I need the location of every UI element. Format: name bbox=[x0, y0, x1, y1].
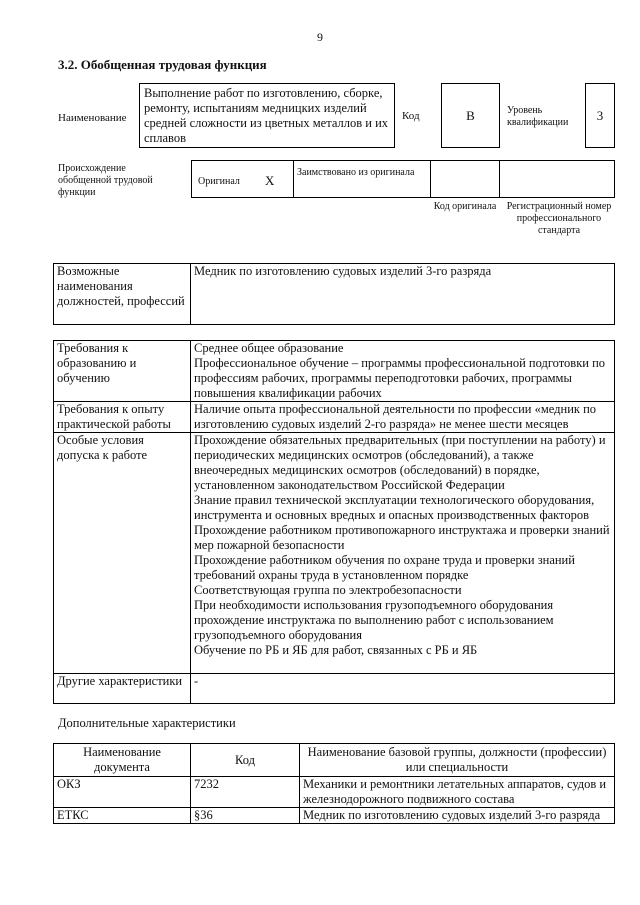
column-header: Наименование базовой группы, должности (профессии) или специальности bbox=[300, 744, 615, 777]
borrowed-label: Заимствовано из оригинала bbox=[297, 167, 415, 178]
section-title: 3.2. Обобщенная трудовая функция bbox=[58, 57, 267, 72]
table-row bbox=[54, 674, 615, 704]
code-cell: 7232 bbox=[191, 777, 300, 808]
table-row bbox=[54, 264, 615, 325]
table-row bbox=[54, 808, 615, 824]
name-value: Выполнение работ по изготовлению, сборке, ремонту, испытаниям медницких изделий средней сложности из цветных металлов и их сплавов bbox=[139, 83, 395, 148]
doc-name-cell: ОКЗ bbox=[54, 777, 191, 808]
req-label: Другие характеристики bbox=[54, 674, 191, 704]
positions-table bbox=[53, 263, 615, 325]
req-value: Среднее общее образование Профессиональное обучение – программы профессиональной подготовки по профессиям рабочих, программы переподготовки рабочих, программы повышения квалификации рабочих bbox=[191, 341, 615, 402]
column-header: Код bbox=[191, 744, 300, 777]
level-value: 3 bbox=[585, 83, 615, 148]
origin-box bbox=[191, 160, 615, 198]
divider bbox=[293, 160, 294, 198]
code-cell: §36 bbox=[191, 808, 300, 824]
page-number: 9 bbox=[317, 30, 323, 44]
positions-value: Медник по изготовлению судовых изделий 3-го разряда bbox=[191, 264, 615, 325]
name-label: Наименование bbox=[58, 112, 127, 124]
column-header: Наименование документа bbox=[54, 744, 191, 777]
divider bbox=[499, 160, 500, 198]
group-name-cell: Медник по изготовлению судовых изделий 3-го разряда bbox=[300, 808, 615, 824]
req-label: Требования к образованию и обучению bbox=[54, 341, 191, 402]
table-header-row bbox=[54, 744, 615, 777]
original-mark: X bbox=[265, 173, 275, 188]
additional-title: Дополнительные характеристики bbox=[58, 716, 236, 730]
req-value: - bbox=[191, 674, 615, 704]
code-label: Код bbox=[402, 110, 420, 122]
requirements-table bbox=[53, 340, 615, 704]
group-name-cell: Механики и ремонтники летательных аппаратов, судов и железнодорожного подвижного состава bbox=[300, 777, 615, 808]
original-label: Оригинал bbox=[198, 176, 240, 187]
table-row bbox=[54, 402, 615, 433]
req-value: Прохождение обязательных предварительных (при поступлении на работу) и периодических медицинских осмотров (обследований), а также внеочередных медицинских осмотров (обследований) в порядке, установленном законодательством Российской Федерации Знание правил технической эксплуатации технологического оборудования, инструмента и основных вредных и опасных производственных факторов Прохождение работником противопожарного инструктажа и проверки знаний мер пожарной безопасности Прохождение работником обучения по охране труда и проверки знаний требований охраны труда в установленном порядке Соответствующая группа по электробезопасности При необходимости использования грузоподъемного оборудования прохождение инструктажа по выполнению работ с использованием грузоподъемного оборудования Обучение по РБ и ЯБ для работ, связанных с РБ и ЯБ bbox=[191, 433, 615, 674]
table-row bbox=[54, 433, 615, 674]
positions-label: Возможные наименования должностей, профессий bbox=[54, 264, 191, 325]
level-label: Уровень квалификации bbox=[507, 105, 569, 128]
origin-label: Происхождение обобщенной трудовой функции bbox=[58, 163, 153, 198]
table-row bbox=[54, 777, 615, 808]
doc-name-cell: ЕТКС bbox=[54, 808, 191, 824]
reg-number-label: Регистрационный номер профессионального стандарта bbox=[506, 201, 612, 236]
divider bbox=[430, 160, 431, 198]
req-value: Наличие опыта профессиональной деятельности по профессии «медник по изготовлению судовых изделий 2-го разряда» не менее шести месяцев bbox=[191, 402, 615, 433]
code-original-label: Код оригинала bbox=[433, 201, 497, 212]
code-value: B bbox=[441, 83, 500, 148]
additional-table bbox=[53, 743, 615, 824]
req-label: Требования к опыту практической работы bbox=[54, 402, 191, 433]
table-row bbox=[54, 341, 615, 402]
req-label: Особые условия допуска к работе bbox=[54, 433, 191, 674]
